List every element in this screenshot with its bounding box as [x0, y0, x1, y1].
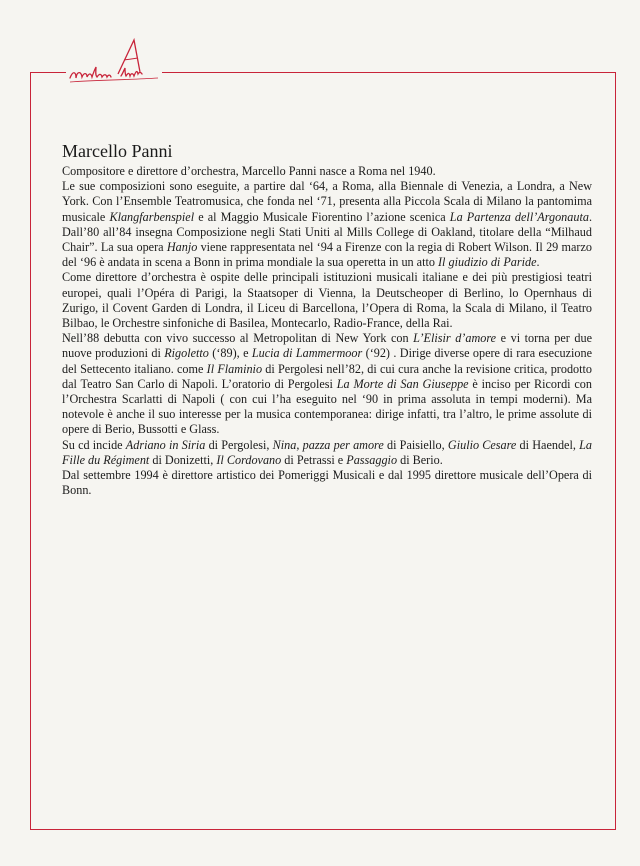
text-run: di Haendel, — [516, 437, 580, 452]
top-rule-left — [30, 72, 66, 73]
work-title: Lucia di Lammermoor — [251, 346, 363, 361]
work-title: Il Cordovano — [216, 452, 282, 467]
text-run: Come direttore d’orchestra è ospite delle principali istituzioni musicali italiane e dei più prestigiosi teatri europei, quali l’Opéra di Parigi, la Staatsoper di Vienna, la Deutscheoper di Berlino, lo Opernhaus di Zurigo, il Covent Garden di Londra, il Liceu di Barcellona, l’Opera di Roma, la Scala di Milano, il Teatro Bilbao, le Orchestre sinfoniche di Basilea, Montecarlo, Radio-France, della Rai. — [62, 270, 592, 331]
biography-paragraph — [62, 270, 592, 331]
text-run: Su cd incide — [62, 437, 126, 452]
biography-body — [62, 164, 592, 498]
text-run: . Dall’80 all’84 insegna Composizione negli Stati Uniti al Mills College di Oakland, titolare della “Milhaud Chair”. La sua opera — [62, 209, 592, 255]
work-title: Il giudizio di Paride — [438, 255, 537, 270]
text-run: di Petrassi e — [281, 452, 347, 467]
author-name: Marcello Panni — [62, 141, 173, 161]
biography-paragraph — [62, 164, 592, 179]
biography-paragraph — [62, 438, 592, 468]
work-title: Adriano in Siria — [125, 437, 206, 452]
biography-paragraph — [62, 331, 592, 437]
work-title: Nina, pazza per amore — [272, 437, 384, 452]
biography-paragraph — [62, 468, 592, 498]
work-title: Klangfarbenspiel — [109, 209, 195, 224]
work-title: La Fille du Régiment — [62, 437, 592, 467]
text-run: Dal settembre 1994 è direttore artistico dei Pomeriggi Musicali e dal 1995 direttore musicale dell’Opera di Bonn. — [62, 468, 592, 498]
top-rule-right — [162, 72, 616, 73]
text-run: di Berio. — [397, 452, 443, 467]
work-title: Hanjo — [166, 240, 198, 255]
novecento-logo — [66, 36, 162, 98]
text-run: viene rappresentata nel ‘94 a Firenze con la regia di Robert Wilson. Il 29 marzo del ‘96 è andata in scena a Bonn in prima mondiale la sua operetta in un atto — [62, 240, 592, 270]
text-run: (‘89), e — [208, 346, 252, 361]
text-run: di Pergolesi nell’82, di cui cura anche la revisione critica, prodotto dal Teatro San Carlo di Napoli. L’oratorio di Pergolesi — [62, 361, 593, 391]
work-title: La Partenza dell’Argonauta — [449, 209, 589, 224]
novecento-logo-mark — [66, 36, 162, 98]
text-run: e al Maggio Musicale Fiorentino l’azione scenica — [194, 209, 450, 224]
work-title: Il Flaminio — [206, 361, 263, 376]
text-run: di Paisiello, — [383, 437, 448, 452]
work-title: La Morte di San Giuseppe — [336, 376, 469, 391]
text-run: Nell’88 debutta con vivo successo al Metropolitan di New York con — [62, 331, 414, 346]
text-run: Compositore e direttore d’orchestra, Marcello Panni nasce a Roma nel 1940. — [62, 164, 436, 178]
text-run: di Pergolesi, — [205, 437, 273, 452]
work-title: Giulio Cesare — [447, 437, 517, 452]
text-run: e vi torna per due nuove produzioni di — [62, 331, 592, 361]
text-run: di Donizetti, — [149, 452, 217, 467]
biography — [62, 140, 592, 498]
work-title: Passaggio — [346, 452, 398, 467]
work-title: Rigoletto — [164, 346, 209, 361]
work-title: L’Elisir d’amore — [413, 331, 497, 346]
text-run: . — [536, 255, 540, 270]
text-run: (‘92) . Dirige diverse opere di rara esecuzione del Settecento italiano. come — [62, 346, 592, 376]
text-run: è inciso per Ricordi con l’Orchestra Scarlatti di Napoli ( con cui l’ha eseguito nel ‘90 in prima assoluta in tempi moderni). Ma notevole è anche il suo interesse per la musica contemporanea: dirige infatti, tra l’altro, le prime assolute di opere di Berio, Bussotti e Glass. — [62, 376, 592, 437]
biography-paragraph — [62, 179, 592, 270]
text-run: Le sue composizioni sono eseguite, a partire dal ‘64, a Roma, alla Biennale di Venezia, a Londra, a New York. Con l’Ensemble Teatromusica, che fonda nel ‘71, presenta alla Piccola Scala di Milano la pantomima musicale — [62, 179, 592, 224]
